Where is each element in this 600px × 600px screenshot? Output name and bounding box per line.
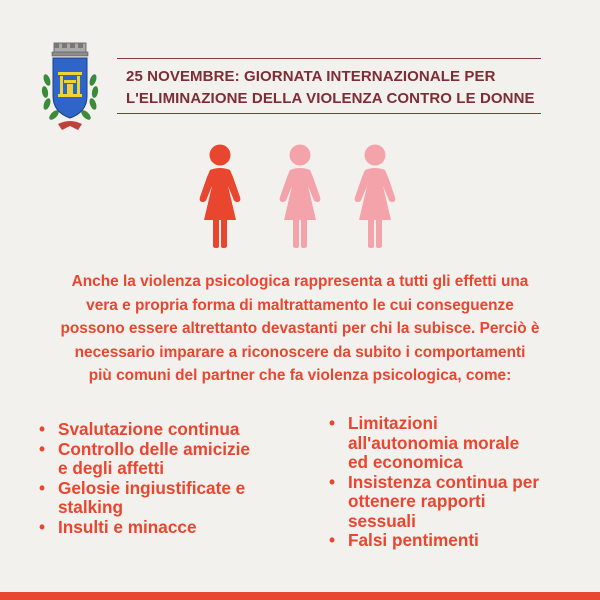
list-item-text: • Gelosie ingiustificate e [58, 477, 246, 498]
list-item-text: ed economica [348, 452, 463, 472]
intro-paragraph [18, 270, 582, 388]
woman-icon [190, 144, 250, 248]
list-item-text: • Insulti e minacce [58, 516, 197, 537]
behaviors-list-right [324, 414, 586, 551]
woman-icon [345, 144, 405, 248]
list-item [324, 414, 586, 473]
list-item [34, 420, 304, 440]
list-item-text: sessuali [348, 510, 416, 531]
intro-line: possono essere altrettanto devastanti per chi la subisce. Perciò è [60, 320, 540, 337]
intro-line: Anche la violenza psicologica rappresenta a tutti gli effetti una [71, 273, 529, 290]
header-top-rule [117, 58, 541, 59]
woman-icon-shape [280, 145, 321, 249]
list-item [324, 531, 586, 551]
behaviors-list-left [34, 420, 304, 537]
intro-line: necessario imparare a riconoscere da subito i comportamenti [74, 343, 526, 361]
list-item [34, 518, 304, 538]
woman-icon-shape [355, 145, 396, 249]
list-item-text: • Limitazioni [348, 413, 438, 433]
intro-line: più comuni del partner che fa violenza psicologica, come: [88, 367, 512, 384]
bottom-accent-bar [0, 592, 600, 600]
woman-icon [270, 144, 330, 248]
list-item-text: • Insistenza continua per [348, 471, 540, 492]
page-title-line: 25 NOVEMBRE: GIORNATA INTERNAZIONALE PER [126, 68, 496, 85]
crown-icon [52, 43, 88, 56]
header-bottom-rule [117, 113, 541, 114]
women-figures-group [190, 144, 410, 250]
intro-line: vera e propria forma di maltrattamento le cui conseguenze [86, 296, 514, 314]
list-item-text: e degli affetti [58, 458, 165, 478]
list-item-text: ottenere rapporti [348, 491, 486, 511]
list-item [34, 479, 304, 518]
list-item-text: • Falsi pentimenti [348, 530, 479, 550]
list-item-text: • Svalutazione continua [58, 419, 240, 439]
list-item [324, 473, 586, 532]
municipal-coat-of-arms [34, 40, 106, 136]
page-title-line: L'ELIMINAZIONE DELLA VIOLENZA CONTRO LE DONNE [126, 90, 535, 107]
woman-icon-shape [200, 145, 241, 249]
page-title [126, 66, 546, 110]
list-item-text: • Controllo delle amicizie [58, 438, 250, 459]
list-item-text: stalking [58, 497, 123, 517]
list-item-text: all'autonomia morale [348, 432, 520, 453]
list-item [34, 440, 304, 479]
